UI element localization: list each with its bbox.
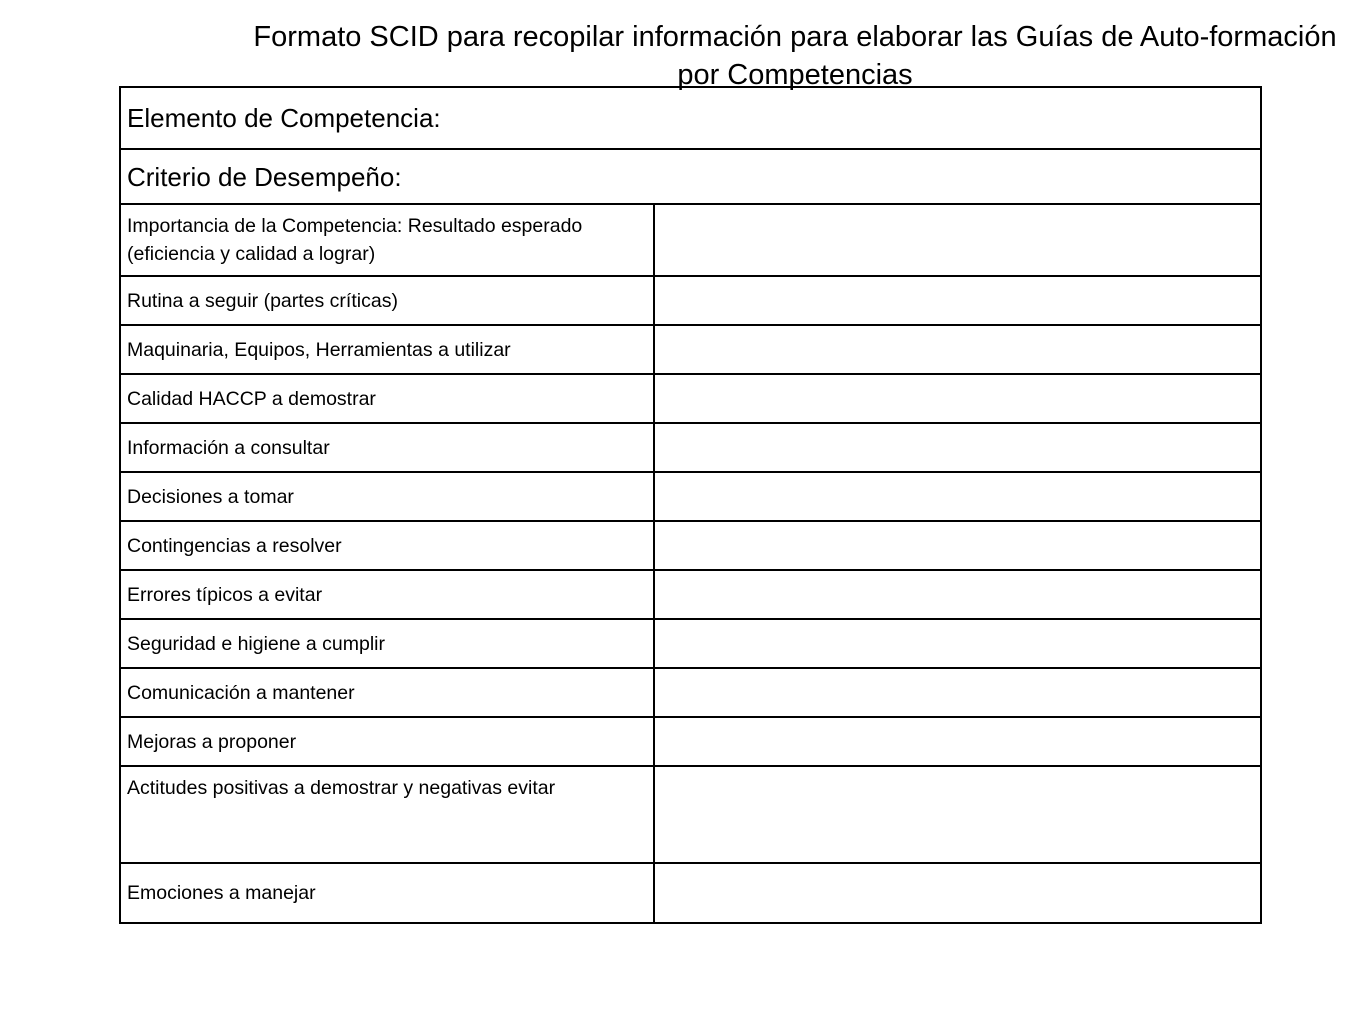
- header-row-elemento: [120, 87, 1261, 149]
- elemento-competencia-field[interactable]: Elemento de Competencia:: [120, 87, 1261, 149]
- row-value-field[interactable]: [654, 374, 1261, 423]
- row-label: Decisiones a tomar: [120, 472, 654, 521]
- scid-form-table: [119, 86, 1262, 924]
- row-value-field[interactable]: [654, 423, 1261, 472]
- row-label: Actitudes positivas a demostrar y negativas evitar: [120, 766, 654, 863]
- row-label: Información a consultar: [120, 423, 654, 472]
- table-row: [120, 325, 1261, 374]
- row-label: Importancia de la Competencia: Resultado esperado (eficiencia y calidad a lograr): [120, 204, 654, 276]
- table-row: [120, 423, 1261, 472]
- row-value-field[interactable]: [654, 276, 1261, 325]
- table-row: [120, 472, 1261, 521]
- table-row: [120, 717, 1261, 766]
- table-row: [120, 374, 1261, 423]
- row-value-field[interactable]: [654, 570, 1261, 619]
- table-row: [120, 204, 1261, 276]
- row-value-field[interactable]: [654, 619, 1261, 668]
- row-label: Comunicación a mantener: [120, 668, 654, 717]
- row-label: Rutina a seguir (partes críticas): [120, 276, 654, 325]
- criterio-desempeno-field[interactable]: Criterio de Desempeño:: [120, 149, 1261, 204]
- table-row: [120, 766, 1261, 863]
- row-label: Maquinaria, Equipos, Herramientas a utilizar: [120, 325, 654, 374]
- row-value-field[interactable]: [654, 472, 1261, 521]
- row-label: Contingencias a resolver: [120, 521, 654, 570]
- table-row: [120, 521, 1261, 570]
- row-label: Seguridad e higiene a cumplir: [120, 619, 654, 668]
- row-value-field[interactable]: [654, 325, 1261, 374]
- row-label: Calidad HACCP a demostrar: [120, 374, 654, 423]
- row-label: Mejoras a proponer: [120, 717, 654, 766]
- row-value-field[interactable]: [654, 521, 1261, 570]
- table-row: [120, 570, 1261, 619]
- document-title: Formato SCID para recopilar información para elaborar las Guías de Auto-formación por Competencias: [253, 21, 1337, 91]
- table-row: [120, 276, 1261, 325]
- row-value-field[interactable]: [654, 766, 1261, 863]
- row-label: Errores típicos a evitar: [120, 570, 654, 619]
- row-value-field[interactable]: [654, 717, 1261, 766]
- row-value-field[interactable]: [654, 204, 1261, 276]
- table-row: [120, 619, 1261, 668]
- header-row-criterio: [120, 149, 1261, 204]
- row-label: Emociones a manejar: [120, 863, 654, 923]
- row-value-field[interactable]: [654, 863, 1261, 923]
- table-row: [120, 863, 1261, 923]
- row-value-field[interactable]: [654, 668, 1261, 717]
- table-row: [120, 668, 1261, 717]
